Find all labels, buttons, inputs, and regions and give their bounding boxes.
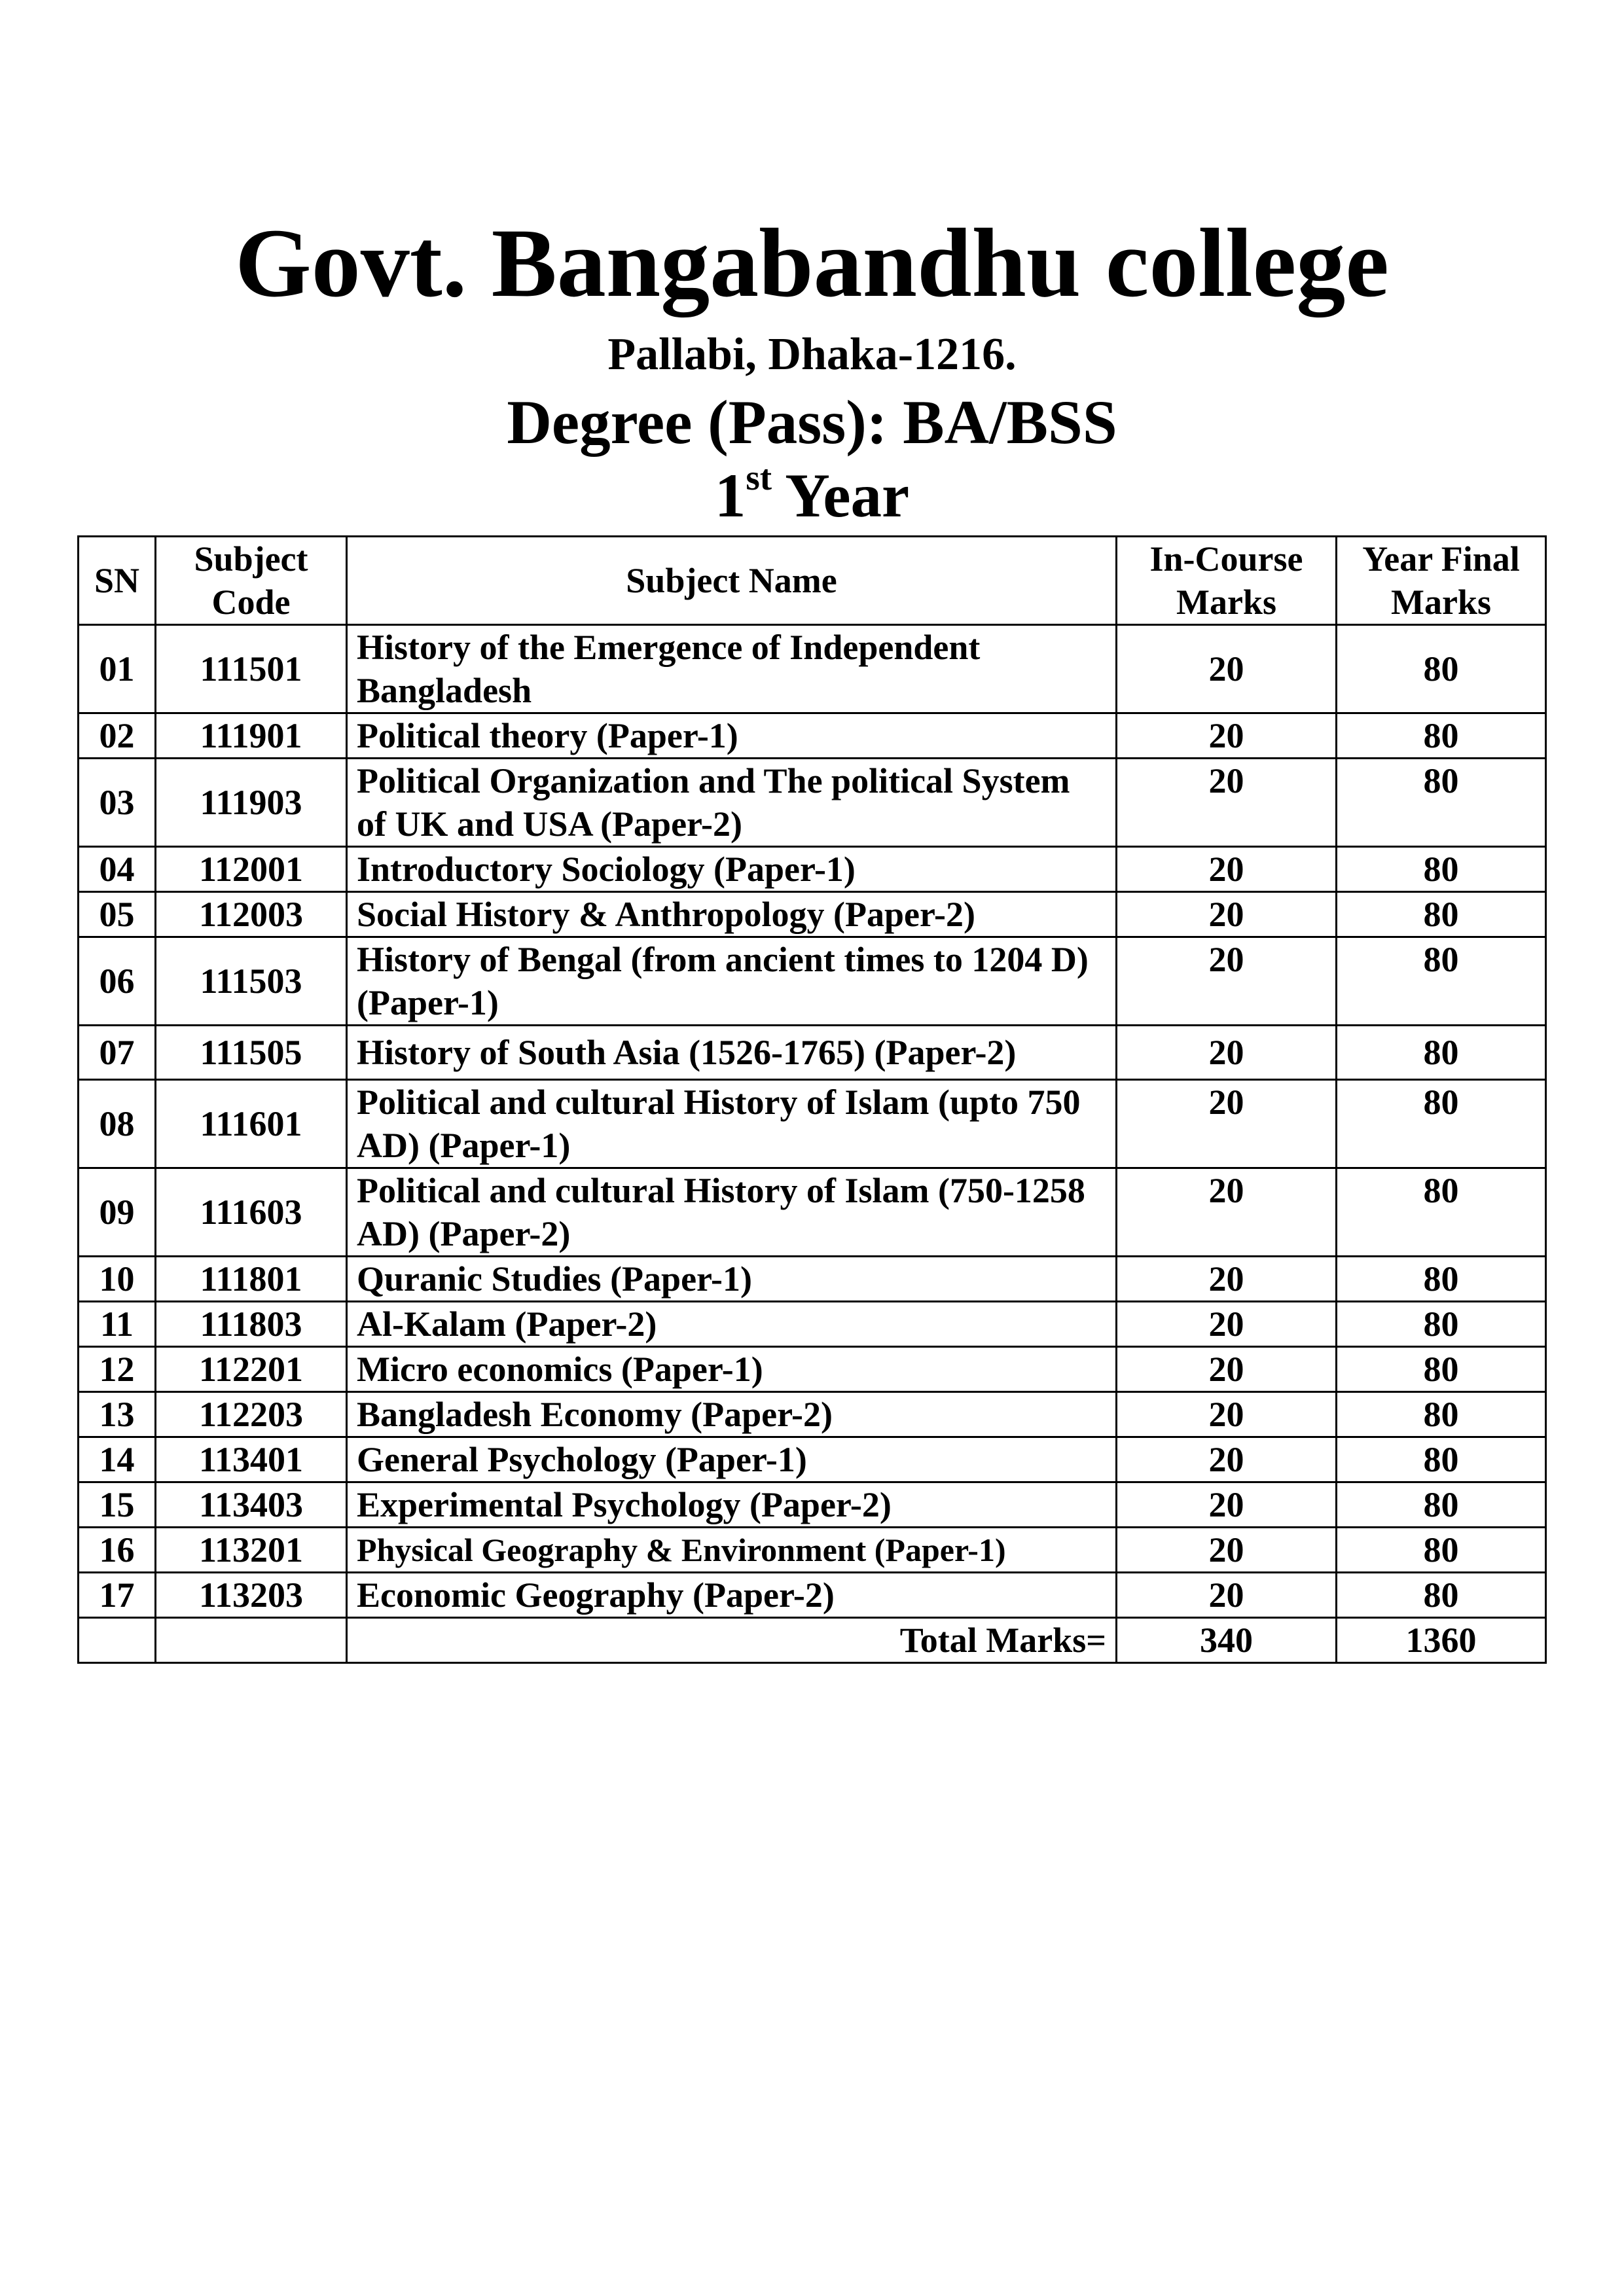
- table-row: [79, 892, 1546, 937]
- cell-code: 112001: [156, 847, 347, 892]
- header-incourse-line2: Marks: [1176, 583, 1276, 622]
- table-row: [79, 713, 1546, 759]
- cell-code: 113203: [156, 1573, 347, 1618]
- cell-in-course: 20: [1117, 1347, 1337, 1392]
- cell-code: 112203: [156, 1392, 347, 1437]
- table-row: [79, 1528, 1546, 1573]
- cell-final: 80: [1337, 1257, 1546, 1302]
- cell-in-course: 20: [1117, 1437, 1337, 1482]
- cell-subject-name: Political theory (Paper-1): [347, 713, 1117, 759]
- header-in-course: [1117, 537, 1337, 625]
- cell-sn: 02: [79, 713, 156, 759]
- cell-final: 80: [1337, 892, 1546, 937]
- cell-code: 111803: [156, 1302, 347, 1347]
- cell-final: 80: [1337, 1528, 1546, 1573]
- cell-final: 80: [1337, 759, 1546, 847]
- cell-empty: [79, 1618, 156, 1663]
- cell-subject-name: General Psychology (Paper-1): [347, 1437, 1117, 1482]
- cell-in-course: 20: [1117, 1573, 1337, 1618]
- cell-subject-name: Political Organization and The political System of UK and USA (Paper-2): [347, 759, 1117, 847]
- cell-subject-name: Physical Geography & Environment (Paper-1): [347, 1528, 1117, 1573]
- cell-subject-name: Political and cultural History of Islam (750-1258 AD) (Paper-2): [347, 1168, 1117, 1257]
- table-row: [79, 759, 1546, 847]
- cell-code: 111503: [156, 937, 347, 1026]
- cell-subject-name: Experimental Psychology (Paper-2): [347, 1482, 1117, 1528]
- cell-sn: 07: [79, 1026, 156, 1080]
- cell-code: 111801: [156, 1257, 347, 1302]
- table-row: [79, 1302, 1546, 1347]
- table-row: [79, 937, 1546, 1026]
- table-row: [79, 1080, 1546, 1168]
- college-title: Govt. Bangabandhu college: [235, 209, 1389, 317]
- cell-final: 80: [1337, 1573, 1546, 1618]
- table-row: [79, 1482, 1546, 1528]
- cell-subject-name: Bangladesh Economy (Paper-2): [347, 1392, 1117, 1437]
- cell-final: 80: [1337, 1347, 1546, 1392]
- table-row: [79, 1257, 1546, 1302]
- cell-in-course: 20: [1117, 847, 1337, 892]
- cell-sn: 14: [79, 1437, 156, 1482]
- cell-in-course: 20: [1117, 625, 1337, 713]
- cell-subject-name: Introductory Sociology (Paper-1): [347, 847, 1117, 892]
- cell-final: 80: [1337, 1482, 1546, 1528]
- cell-final: 80: [1337, 937, 1546, 1026]
- cell-in-course: 20: [1117, 713, 1337, 759]
- header-final-line2: Marks: [1391, 583, 1491, 622]
- table-row: [79, 1573, 1546, 1618]
- cell-code: 112201: [156, 1347, 347, 1392]
- header-subject-name: Subject Name: [347, 537, 1117, 625]
- year-number: 1: [714, 461, 746, 530]
- cell-sn: 08: [79, 1080, 156, 1168]
- cell-sn: 06: [79, 937, 156, 1026]
- cell-code: 111603: [156, 1168, 347, 1257]
- cell-final: 80: [1337, 1302, 1546, 1347]
- table-row: [79, 847, 1546, 892]
- header-incourse-line1: In-Course: [1149, 539, 1303, 579]
- cell-in-course: 20: [1117, 1026, 1337, 1080]
- degree-heading: Degree (Pass): BA/BSS: [507, 387, 1117, 457]
- cell-in-course: 20: [1117, 1257, 1337, 1302]
- cell-sn: 10: [79, 1257, 156, 1302]
- header-sn: SN: [79, 537, 156, 625]
- cell-in-course: 20: [1117, 759, 1337, 847]
- cell-sn: 13: [79, 1392, 156, 1437]
- header-final-line1: Year Final: [1362, 539, 1520, 579]
- cell-code: 111501: [156, 625, 347, 713]
- total-in-course: 340: [1117, 1618, 1337, 1663]
- marks-table: [77, 535, 1547, 1664]
- table-row: [79, 1347, 1546, 1392]
- cell-empty: [156, 1618, 347, 1663]
- table-row: [79, 1168, 1546, 1257]
- cell-sn: 09: [79, 1168, 156, 1257]
- cell-code: 113403: [156, 1482, 347, 1528]
- cell-sn: 05: [79, 892, 156, 937]
- total-row: [79, 1618, 1546, 1663]
- cell-subject-name: Social History & Anthropology (Paper-2): [347, 892, 1117, 937]
- table-row: [79, 1026, 1546, 1080]
- cell-sn: 17: [79, 1573, 156, 1618]
- cell-in-course: 20: [1117, 1392, 1337, 1437]
- cell-in-course: 20: [1117, 1302, 1337, 1347]
- cell-in-course: 20: [1117, 892, 1337, 937]
- total-final: 1360: [1337, 1618, 1546, 1663]
- cell-in-course: 20: [1117, 1528, 1337, 1573]
- cell-code: 113201: [156, 1528, 347, 1573]
- cell-in-course: 20: [1117, 1168, 1337, 1257]
- cell-final: 80: [1337, 1392, 1546, 1437]
- year-ordinal: st: [746, 457, 772, 498]
- cell-subject-name: Economic Geography (Paper-2): [347, 1573, 1117, 1618]
- cell-code: 111903: [156, 759, 347, 847]
- table-header-row: [79, 537, 1546, 625]
- table-row: [79, 625, 1546, 713]
- cell-in-course: 20: [1117, 937, 1337, 1026]
- table-row: [79, 1392, 1546, 1437]
- total-label: Total Marks=: [347, 1618, 1117, 1663]
- year-heading: [0, 458, 1624, 533]
- cell-subject-name: History of the Emergence of Independent Bangladesh: [347, 625, 1117, 713]
- cell-final: 80: [1337, 713, 1546, 759]
- cell-in-course: 20: [1117, 1482, 1337, 1528]
- cell-subject-name: History of South Asia (1526-1765) (Paper-2): [347, 1026, 1117, 1080]
- cell-sn: 11: [79, 1302, 156, 1347]
- cell-final: 80: [1337, 1080, 1546, 1168]
- cell-code: 112003: [156, 892, 347, 937]
- header-code-line2: Code: [211, 583, 291, 622]
- header-subject-code: [156, 537, 347, 625]
- table-row: [79, 1437, 1546, 1482]
- cell-subject-name: History of Bengal (from ancient times to 1204 D) (Paper-1): [347, 937, 1117, 1026]
- cell-code: 113401: [156, 1437, 347, 1482]
- cell-in-course: 20: [1117, 1080, 1337, 1168]
- college-address: Pallabi, Dhaka-1216.: [607, 329, 1017, 380]
- header-code-line1: Subject: [194, 539, 308, 579]
- cell-code: 111901: [156, 713, 347, 759]
- cell-sn: 04: [79, 847, 156, 892]
- cell-final: 80: [1337, 1437, 1546, 1482]
- cell-code: 111505: [156, 1026, 347, 1080]
- year-word: Year: [772, 461, 910, 530]
- cell-final: 80: [1337, 1168, 1546, 1257]
- cell-code: 111601: [156, 1080, 347, 1168]
- cell-sn: 15: [79, 1482, 156, 1528]
- header-year-final: [1337, 537, 1546, 625]
- cell-sn: 12: [79, 1347, 156, 1392]
- cell-subject-name: Micro economics (Paper-1): [347, 1347, 1117, 1392]
- cell-sn: 16: [79, 1528, 156, 1573]
- cell-sn: 03: [79, 759, 156, 847]
- cell-subject-name: Quranic Studies (Paper-1): [347, 1257, 1117, 1302]
- cell-sn: 01: [79, 625, 156, 713]
- cell-final: 80: [1337, 1026, 1546, 1080]
- cell-subject-name: Al-Kalam (Paper-2): [347, 1302, 1117, 1347]
- cell-final: 80: [1337, 847, 1546, 892]
- cell-final: 80: [1337, 625, 1546, 713]
- cell-subject-name: Political and cultural History of Islam (upto 750 AD) (Paper-1): [347, 1080, 1117, 1168]
